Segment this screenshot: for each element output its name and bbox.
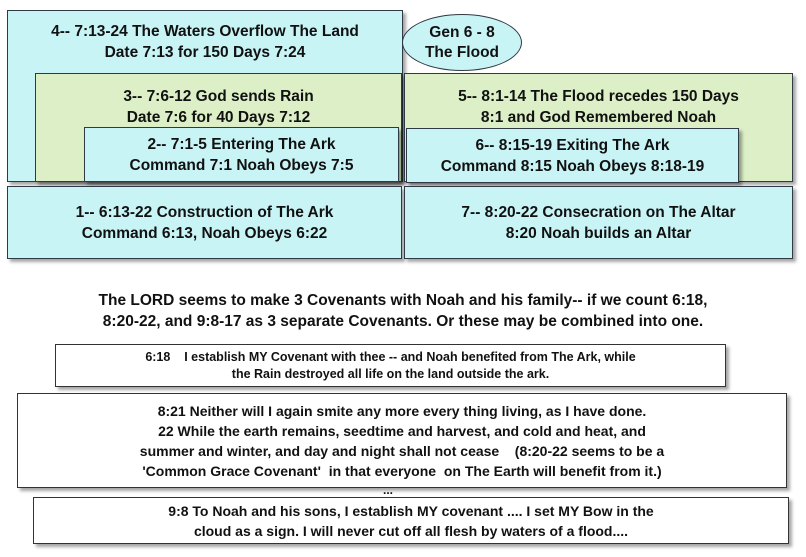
covenant-2-line-3: summer and winter, and day and night shall not cease (8:20-22 seems to be a [139, 442, 665, 459]
box-2-line-1: 2-- 7:1-5 Entering The Ark [147, 135, 336, 153]
box-1-line-2: Command 6:13, Noah Obeys 6:22 [81, 224, 328, 242]
title-oval [402, 14, 522, 71]
box-6-line-1: 6-- 8:15-19 Exiting The Ark [475, 136, 670, 154]
box-5-line-2: 8:1 and God Remembered Noah [480, 109, 717, 126]
covenant-box-8-21 [17, 393, 787, 488]
covenant-3-line-2: cloud as a sign. I will never cut off all flesh by waters of a flood.... [193, 522, 629, 539]
box-7-line-1: 7-- 8:20-22 Consecration on The Altar [461, 203, 736, 221]
box-7-line-2: 8:20 Noah builds an Altar [505, 224, 692, 242]
oval-line-2: The Flood [424, 43, 500, 61]
box-1-construction-of-ark [7, 186, 402, 259]
covenant-2-line-4: 'Common Grace Covenant' in that everyone on The Earth will benefit from it.) [142, 462, 662, 479]
box-6-exiting-ark [406, 128, 739, 183]
covenants-intro [20, 290, 786, 332]
box-1-line-1: 1-- 6:13-22 Construction of The Ark [75, 203, 334, 221]
covenant-1-line-1: 6:18 I establish MY Covenant with thee -- and Noah benefited from The Ark, while [145, 349, 636, 364]
intro-line-2: 8:20-22, and 9:8-17 as 3 separate Covenants. Or these may be combined into one. [102, 313, 704, 330]
covenant-3-line-1: 9:8 To Noah and his sons, I establish MY covenant .... I set MY Bow in the [168, 502, 654, 519]
box-7-consecration-altar [404, 186, 793, 259]
covenant-2-line-1: 8:21 Neither will I again smite any more every thing living, as I have done. [157, 402, 647, 419]
box-5-line-1: 5-- 8:1-14 The Flood recedes 150 Days [458, 88, 739, 105]
intro-line-1: The LORD seems to make 3 Covenants with Noah and his family-- if we count 6:18, [98, 292, 708, 309]
box-2-line-2: Command 7:1 Noah Obeys 7:5 [129, 156, 354, 174]
covenant-2-line-2: 22 While the earth remains, seedtime and harvest, and cold and heat, and [158, 422, 646, 439]
ellipsis: ... [383, 483, 394, 497]
box-6-line-2: Command 8:15 Noah Obeys 8:18-19 [440, 157, 705, 175]
box-2-entering-ark [84, 127, 399, 182]
box-4-line-1: 4-- 7:13-24 The Waters Overflow The Land [51, 23, 359, 40]
box-3-line-2: Date 7:6 for 40 Days 7:12 [126, 109, 311, 126]
covenant-1-line-2: the Rain destroyed all life on the land outside the ark. [231, 366, 550, 381]
box-3-line-1: 3-- 7:6-12 God sends Rain [123, 88, 314, 105]
box-4-line-2: Date 7:13 for 150 Days 7:24 [104, 44, 306, 61]
covenant-box-9-8 [33, 497, 789, 544]
covenant-box-6-18 [55, 344, 726, 387]
oval-line-1: Gen 6 - 8 [429, 23, 495, 41]
